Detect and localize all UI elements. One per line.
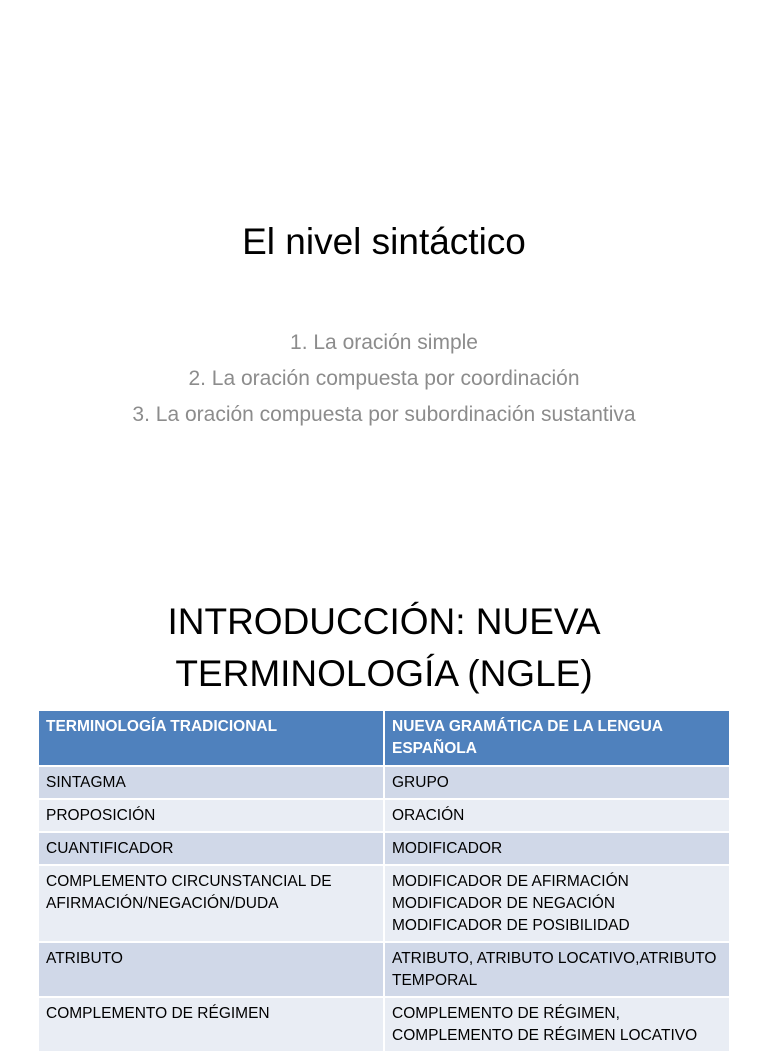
subtitle-item: 3. La oración compuesta por subordinación sustantiva <box>132 403 636 426</box>
column-header-traditional: TERMINOLOGÍA TRADICIONAL <box>39 711 384 766</box>
section-title-line: INTRODUCCIÓN: NUEVA <box>167 601 601 642</box>
table-row <box>39 799 729 832</box>
table-row <box>39 997 729 1052</box>
section-title-line: TERMINOLOGÍA (NGLE) <box>175 653 593 694</box>
table-cell: ORACIÓN <box>384 799 729 832</box>
section-title <box>40 596 728 700</box>
table-cell: CUANTIFICADOR <box>39 832 384 865</box>
table-cell: ATRIBUTO <box>39 942 384 997</box>
table-cell: GRUPO <box>384 766 729 799</box>
terminology-table <box>39 711 729 1053</box>
table-row <box>39 865 729 942</box>
table-row <box>39 766 729 799</box>
table-cell: PROPOSICIÓN <box>39 799 384 832</box>
table-cell: MODIFICADOR <box>384 832 729 865</box>
table-cell: COMPLEMENTO DE RÉGIMEN, COMPLEMENTO DE RÉGIMEN LOCATIVO <box>384 997 729 1052</box>
table-cell: COMPLEMENTO DE RÉGIMEN <box>39 997 384 1052</box>
table-row <box>39 942 729 997</box>
table-cell: ATRIBUTO, ATRIBUTO LOCATIVO,ATRIBUTO TEMPORAL <box>384 942 729 997</box>
subtitle-item: 2. La oración compuesta por coordinación <box>188 367 580 390</box>
table-cell: MODIFICADOR DE AFIRMACIÓN MODIFICADOR DE NEGACIÓN MODIFICADOR DE POSIBILIDAD <box>384 865 729 942</box>
table-cell: SINTAGMA <box>39 766 384 799</box>
table-row <box>39 832 729 865</box>
slide-introduction <box>0 560 768 1044</box>
table-header-row <box>39 711 729 766</box>
table-cell: COMPLEMENTO CIRCUNSTANCIAL DE AFIRMACIÓN/NEGACIÓN/DUDA <box>39 865 384 942</box>
column-header-ngle: NUEVA GRAMÁTICA DE LA LENGUA ESPAÑOLA <box>384 711 729 766</box>
subtitle-item: 1. La oración simple <box>290 331 478 354</box>
subtitle-list <box>80 328 688 436</box>
page-title: El nivel sintáctico <box>242 221 526 262</box>
